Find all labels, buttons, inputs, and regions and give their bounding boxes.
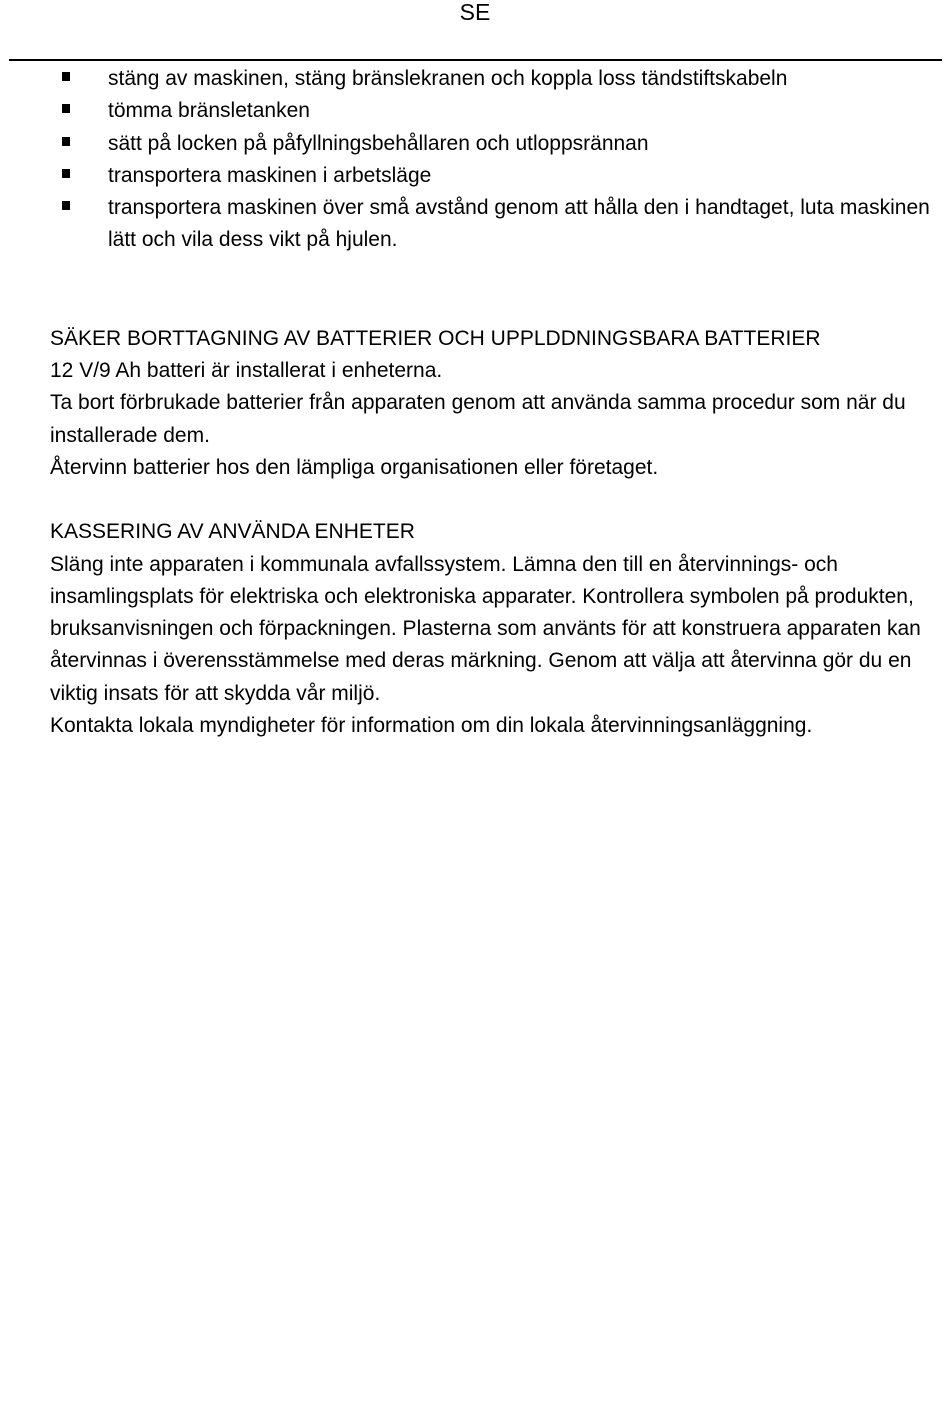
section-heading: KASSERING AV ANVÄNDA ENHETER (50, 520, 415, 544)
battery-spec-text: 12 V/9 Ah batteri är installerat i enheterna. (50, 359, 443, 383)
spacer (50, 484, 940, 516)
square-bullet-icon (62, 72, 70, 81)
list-item (50, 160, 940, 192)
list-item-text: tömma bränsletanken (108, 99, 310, 123)
spacer (50, 257, 940, 323)
page-header (0, 0, 950, 24)
battery-section (50, 323, 940, 484)
list-item-text: stäng av maskinen, stäng bränslekranen och koppla loss tändstiftskabeln (108, 67, 788, 90)
list-item (50, 63, 940, 95)
square-bullet-icon (62, 137, 70, 146)
language-code: SE (459, 0, 491, 25)
square-bullet-icon (62, 201, 70, 210)
contact-paragraph: Kontakta lokala myndigheter för information om din lokala återvinningsanläggning. (50, 714, 813, 738)
list-item-text: transportera maskinen över små avstånd genom att hålla den i handtaget, luta maskinen lätt och vila dess vikt på hjulen. (108, 196, 930, 252)
list-item-text: sätt på locken på påfyllningsbehållaren och utloppsrännan (108, 131, 649, 155)
battery-recycling-text: Återvinn batterier hos den lämpliga organisationen eller företaget. (50, 455, 659, 479)
section-heading: SÄKER BORTTAGNING AV BATTERIER OCH UPPLDDNINGSBARA BATTERIER (50, 326, 821, 350)
document-body (50, 63, 940, 742)
battery-removal-text: Ta bort förbrukade batterier från apparaten genom att använda samma procedur som när du installerade dem. (50, 391, 906, 447)
list-item-text: transportera maskinen i arbetsläge (108, 163, 432, 187)
square-bullet-icon (62, 169, 70, 178)
instruction-list (50, 63, 940, 257)
disposal-paragraph: Släng inte apparaten i kommunala avfallssystem. Lämna den till en återvinnings- och insamlingsplats för elektriska och elektroniska apparater. Kontrollera symbolen på produkten, bruksanvisningen och förpackningen. Plasterna som använts för att konstruera apparaten kan återvinnas i överensstämmelse med deras märkning. Genom att välja att återvinna gör du en viktig insats för att skydda vår miljö. (50, 552, 921, 705)
square-bullet-icon (62, 104, 70, 113)
list-item (50, 128, 940, 160)
list-item (50, 192, 940, 257)
header-divider (9, 59, 942, 61)
disposal-section (50, 516, 940, 742)
list-item (50, 95, 940, 127)
